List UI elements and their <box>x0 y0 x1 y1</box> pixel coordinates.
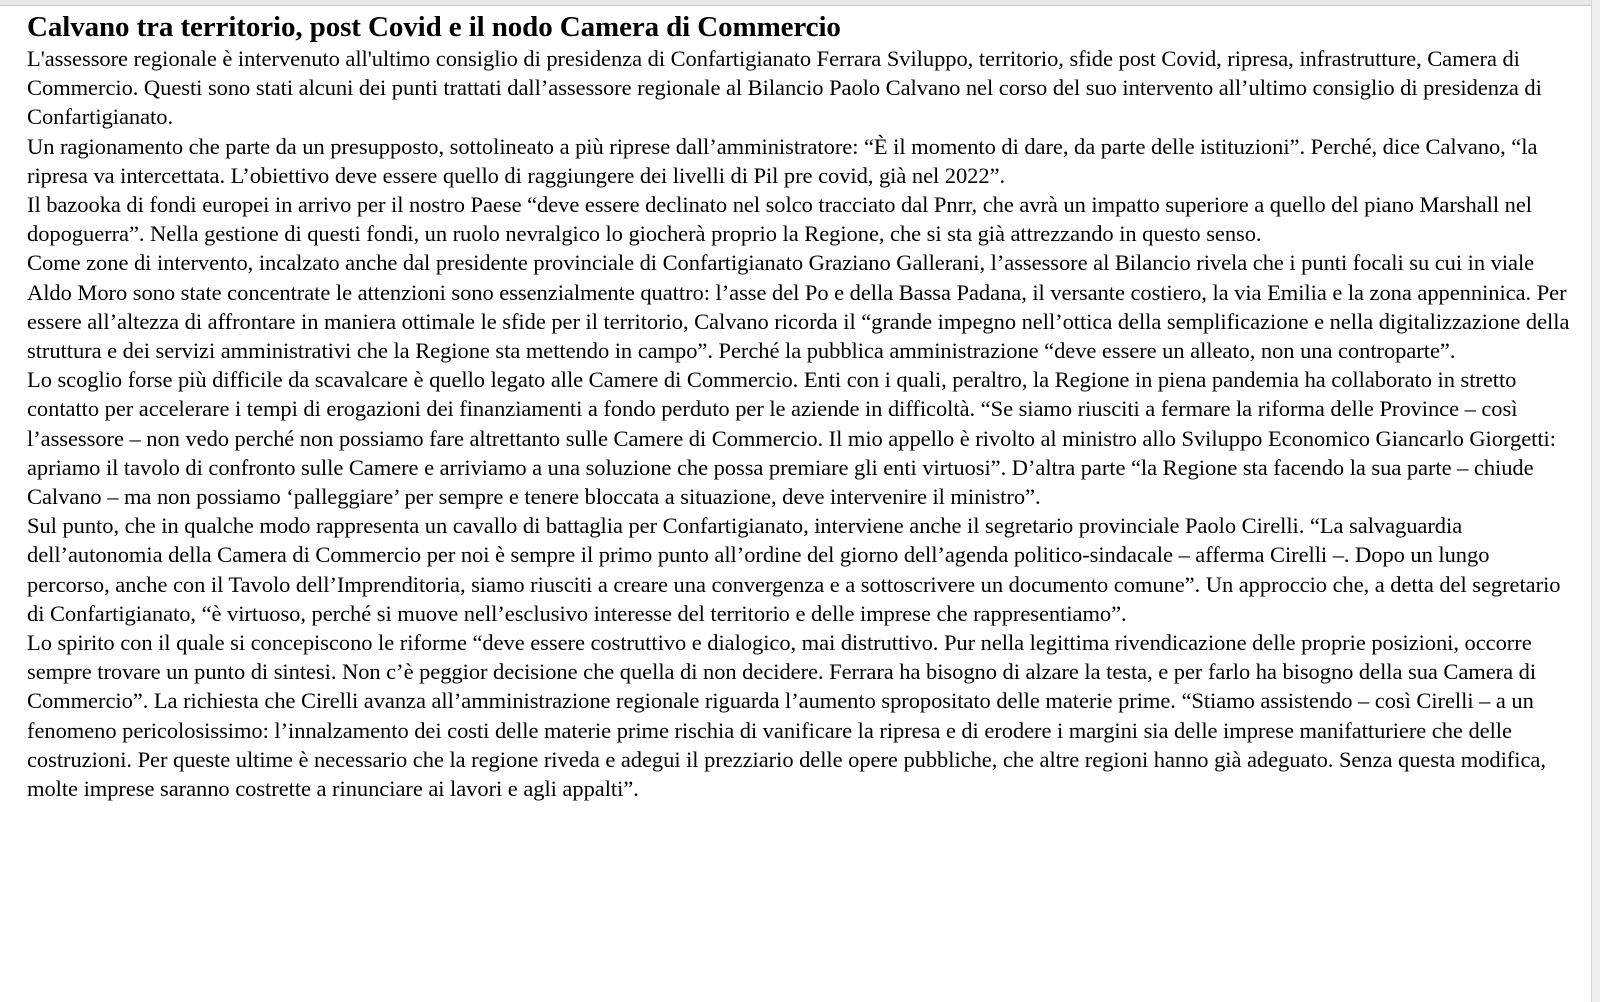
article-paragraph: Il bazooka di fondi europei in arrivo per il nostro Paese “deve essere declinato nel solco tracciato dal Pnrr, che avrà un impatto superiore a quello del piano Marshall nel dopoguerra”. Nella gestione di questi fondi, un ruolo nevralgico lo giocherà proprio la Regione, che si sta già attrezzando in questo senso. <box>27 192 1532 247</box>
article-title: Calvano tra territorio, post Covid e il nodo Camera di Commercio <box>27 11 841 43</box>
article-paragraph: Lo spirito con il quale si concepiscono le riforme “deve essere costruttivo e dialogico, mai distruttivo. Pur nella legittima rivendicazione delle proprie posizioni, occorre sempre trovare un punto di sintesi. Non c’è peggior decisione che quella di non decidere. Ferrara ha bisogno di alzare la testa, e per farlo ha bisogno della sua Camera di Commercio”. La richiesta che Cirelli avanza all’amministrazione regionale riguarda l’aumento spropositato delle materie prime. “Stiamo assistendo – così Cirelli – a un fenomeno pericolosissimo: l’innalzamento dei costi delle materie prime rischia di vanificare la ripresa e di erodere i margini sia delle imprese manifatturiere che delle costruzioni. Per queste ultime è necessario che la regione riveda e adegui il prezziario delle opere pubbliche, che altre regioni hanno già adeguato. Senza questa modifica, molte imprese saranno costrette a rinunciare ai lavori e agli appalti”. <box>27 630 1546 802</box>
article-paragraph: Come zone di intervento, incalzato anche dal presidente provinciale di Confartigianato Graziano Gallerani, l’assessore al Bilancio rivela che i punti focali su cui in viale Aldo Moro sono state concentrate le attenzioni sono essenzialmente quattro: l’asse del Po e della Bassa Padana, il versante costiero, la via Emilia e la zona appenninica. Per essere all’altezza di affrontare in maniera ottimale le sfide per il territorio, Calvano ricorda il “grande impegno nell’ottica della semplificazione e nella digitalizzazione della struttura e dei servizi amministrativi che la Regione sta mettendo in campo”. Perché la pubblica amministrazione “deve essere un alleato, non una controparte”. <box>27 250 1570 364</box>
article <box>27 10 1572 803</box>
article-paragraph: Un ragionamento che parte da un presupposto, sottolineato a più riprese dall’amministratore: “È il momento di dare, da parte delle istituzioni”. Perché, dice Calvano, “la ripresa va intercettata. L’obiettivo deve essere quello di raggiungere dei livelli di Pil pre covid, già nel 2022”. <box>27 133 1538 188</box>
article-paragraph: Lo scoglio forse più difficile da scavalcare è quello legato alle Camere di Commercio. Enti con i quali, peraltro, la Regione in piena pandemia ha collaborato in stretto contatto per accelerare i tempi di erogazioni dei finanziamenti a fondo perduto per le aziende in difficoltà. “Se siamo riusciti a fermare la riforma delle Province – così l’assessore – non vedo perché non possiamo fare altrettanto sulle Camere di Commercio. Il mio appello è rivolto al ministro allo Sviluppo Economico Giancarlo Giorgetti: apriamo il tavolo di confronto sulle Camere e arriviamo a una soluzione che possa premiare gli enti virtuosi”. D’altra parte “la Regione sta facendo la sua parte – chiude Calvano – ma non possiamo ‘palleggiare’ per sempre e tenere bloccata a situazione, deve intervenire il ministro”. <box>27 367 1556 510</box>
vertical-scrollbar[interactable] <box>1591 0 1600 1002</box>
article-paragraph: Sul punto, che in qualche modo rappresenta un cavallo di battaglia per Confartigianato, interviene anche il segretario provinciale Paolo Cirelli. “La salvaguardia dell’autonomia della Camera di Commercio per noi è sempre il primo punto all’ordine del giorno dell’agenda politico-sindacale – afferma Cirelli –. Dopo un lungo percorso, anche con il Tavolo dell’Imprenditoria, siamo riusciti a creare una convergenza e a sottoscrivere un documento comune”. Un approccio che, a detta del segretario di Confartigianato, “è virtuoso, perché si muove nell’esclusivo interesse del territorio e delle imprese che rappresentiamo”. <box>27 513 1561 626</box>
article-paragraph: L'assessore regionale è intervenuto all'ultimo consiglio di presidenza di Confartigianato Ferrara Sviluppo, territorio, sfide post Covid, ripresa, infrastrutture, Camera di Commercio. Questi sono stati alcuni dei punti trattati dall’assessore regionale al Bilancio Paolo Calvano nel corso del suo intervento all’ultimo consiglio di presidenza di Confartigianato. <box>27 46 1542 130</box>
top-edge-bar <box>0 0 1600 6</box>
